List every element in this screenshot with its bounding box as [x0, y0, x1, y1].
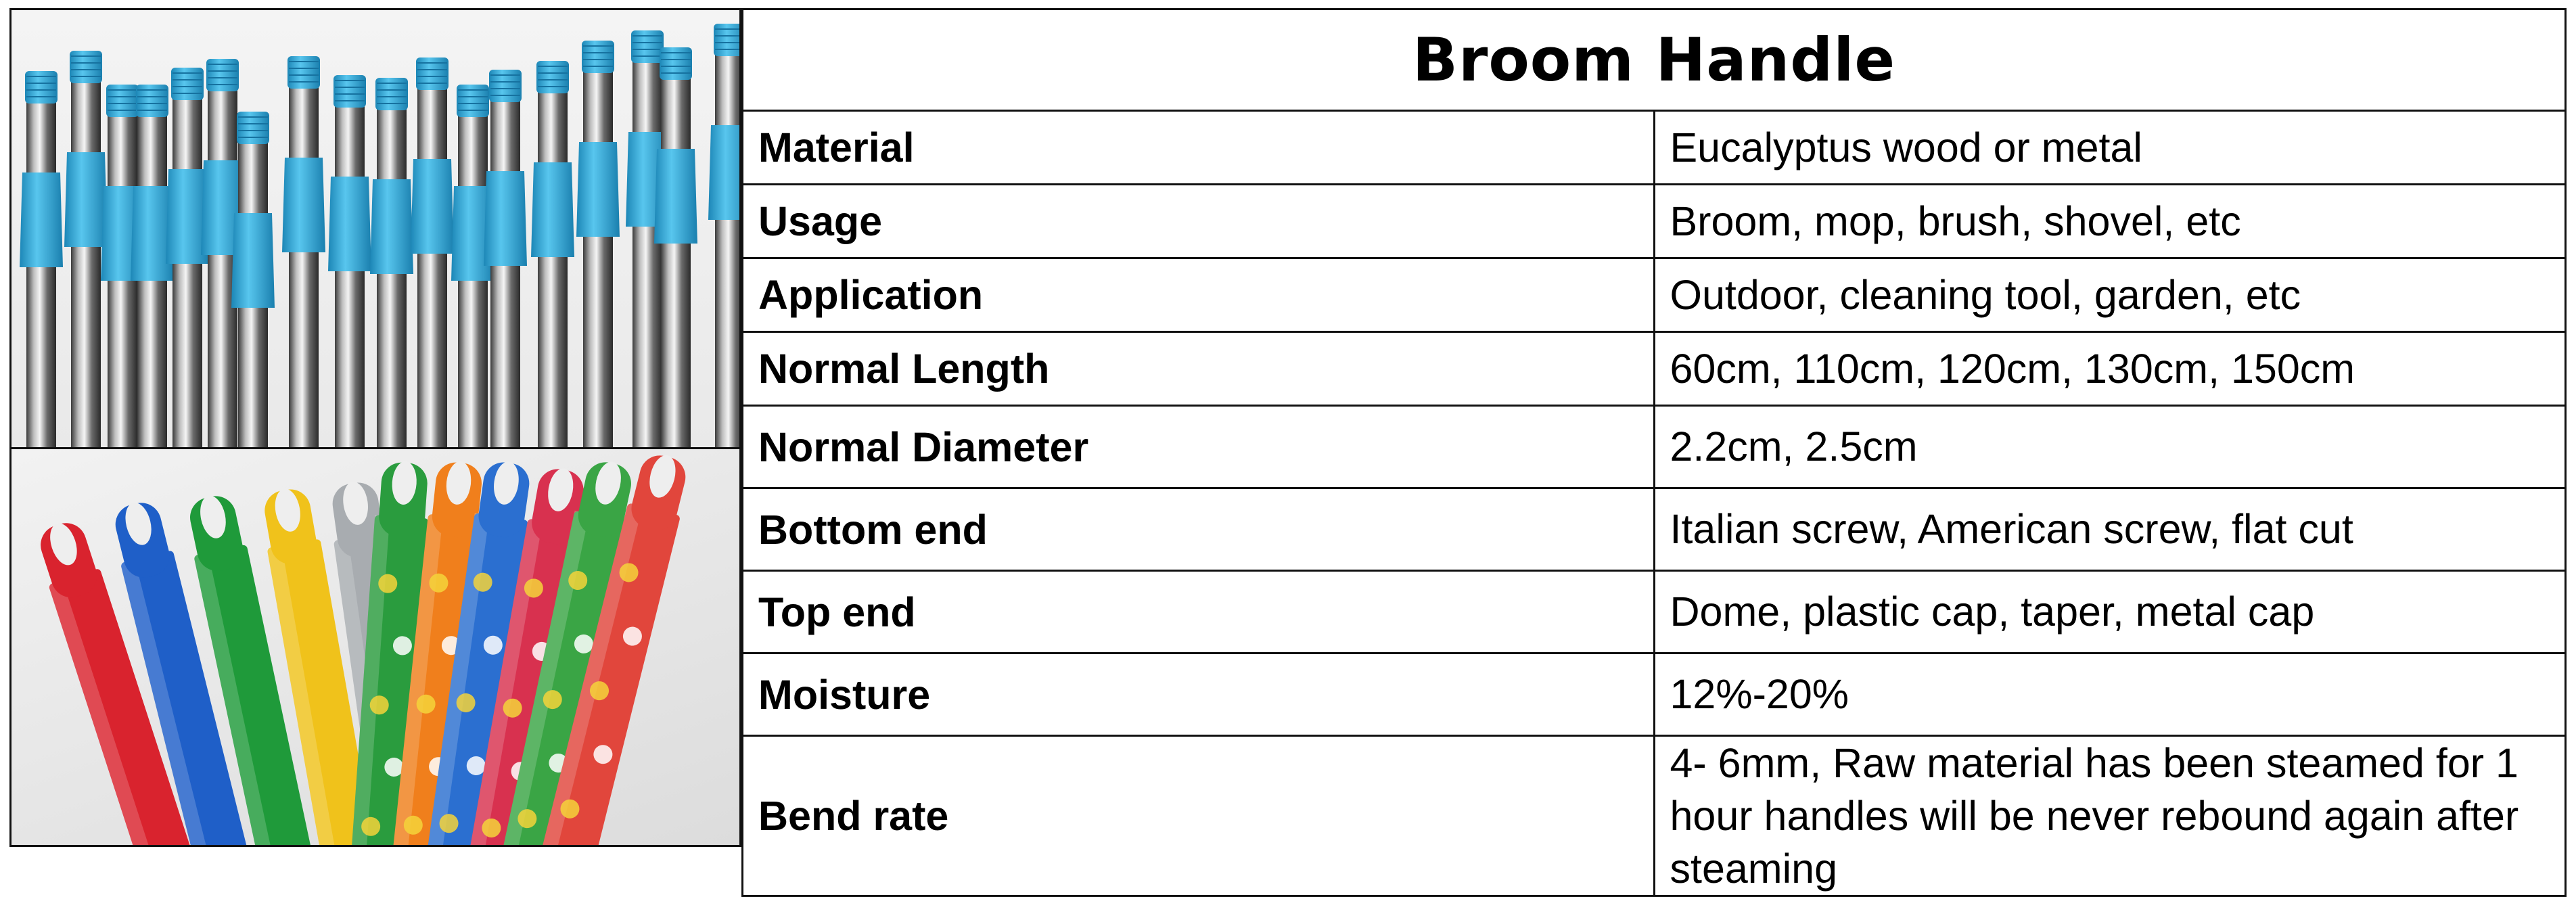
row-value-bottom-end: Italian screw, American screw, flat cut — [1654, 488, 2566, 571]
table-title-row — [743, 9, 2566, 111]
metal-handle — [166, 68, 209, 447]
row-value-normal-diameter: 2.2cm, 2.5cm — [1654, 406, 2566, 488]
row-label-application: Application — [743, 258, 1655, 332]
metal-handle — [282, 56, 325, 447]
table-row — [743, 185, 2566, 258]
metal-handle — [20, 71, 63, 447]
table-row — [743, 111, 2566, 185]
metal-handle — [411, 58, 454, 447]
row-label-top-end: Top end — [743, 571, 1655, 653]
metal-handles-photo — [12, 10, 739, 449]
colored-handles-photo — [12, 449, 739, 847]
row-value-application: Outdoor, cleaning tool, garden, etc — [1654, 258, 2566, 332]
row-value-material: Eucalyptus wood or metal — [1654, 111, 2566, 185]
table-row — [743, 736, 2566, 896]
row-value-normal-length: 60cm, 110cm, 120cm, 130cm, 150cm — [1654, 332, 2566, 406]
row-value-bend-rate: 4- 6mm, Raw material has been steamed for 1 hour handles will be never rebound again after steaming — [1654, 736, 2566, 896]
row-label-bend-rate: Bend rate — [743, 736, 1655, 896]
row-label-moisture: Moisture — [743, 653, 1655, 736]
metal-handle — [576, 41, 620, 447]
metal-handle — [484, 70, 527, 447]
product-photos — [9, 8, 741, 847]
row-value-top-end: Dome, plastic cap, taper, metal cap — [1654, 571, 2566, 653]
table-row — [743, 332, 2566, 406]
metal-handle — [370, 78, 413, 447]
row-value-usage: Broom, mop, brush, shovel, etc — [1654, 185, 2566, 258]
table-row — [743, 653, 2566, 736]
row-label-usage: Usage — [743, 185, 1655, 258]
colored-handles-illustration — [12, 449, 739, 847]
row-label-material: Material — [743, 111, 1655, 185]
table-row — [743, 406, 2566, 488]
row-value-moisture: 12%-20% — [1654, 653, 2566, 736]
metal-handles-illustration — [12, 10, 739, 447]
spec-table — [741, 8, 2567, 897]
row-label-bottom-end: Bottom end — [743, 488, 1655, 571]
metal-handle — [531, 61, 574, 447]
row-label-normal-diameter: Normal Diameter — [743, 406, 1655, 488]
metal-handle — [708, 24, 739, 447]
metal-handle — [328, 75, 371, 447]
table-row — [743, 571, 2566, 653]
table-title: Broom Handle — [743, 9, 2566, 111]
metal-handle — [64, 51, 108, 447]
row-label-normal-length: Normal Length — [743, 332, 1655, 406]
table-row — [743, 488, 2566, 571]
table-row — [743, 258, 2566, 332]
